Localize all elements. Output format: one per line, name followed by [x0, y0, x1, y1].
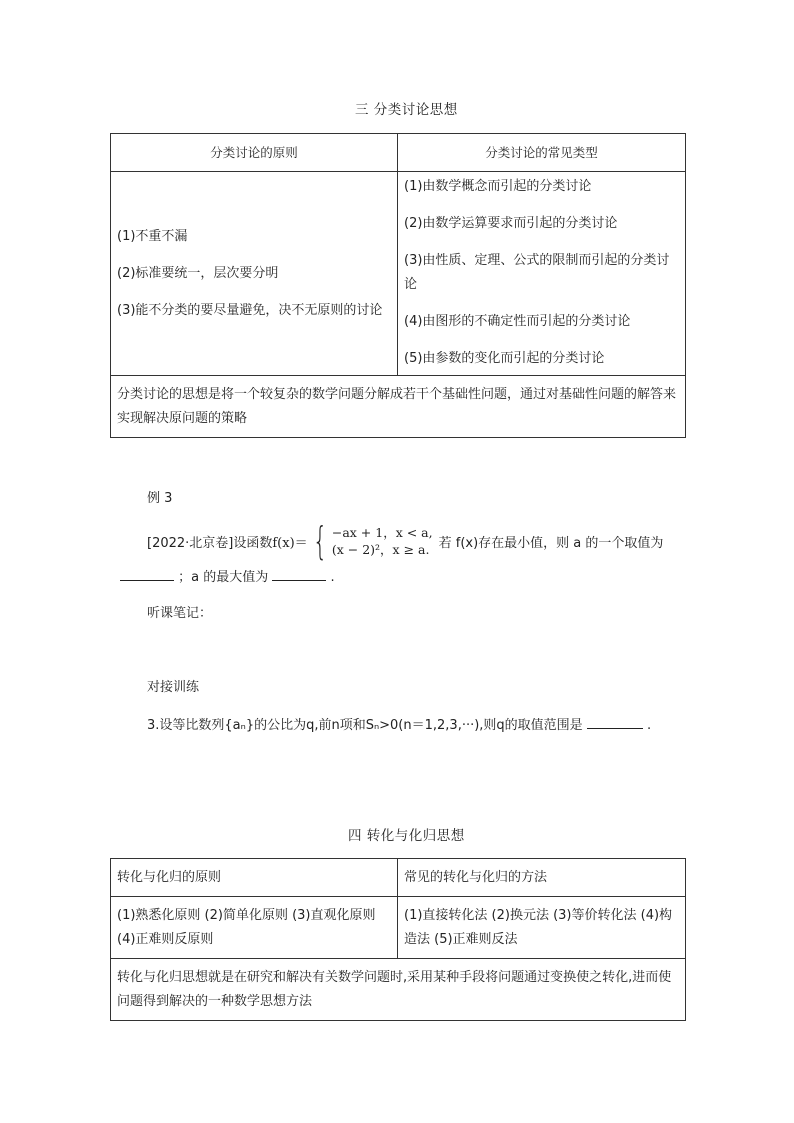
practice-problem-line — [147, 714, 651, 733]
section3-table — [110, 133, 686, 438]
example-source: [2022·北京卷]设函数 — [147, 535, 273, 551]
section3-col2-header: 分类讨论的常见类型 — [398, 134, 686, 172]
brace-icon: { — [312, 519, 328, 563]
type-item: (3)由性质、定理、公式的限制而引起的分类讨论 — [404, 253, 670, 292]
section3-principles-cell — [111, 172, 398, 376]
example-func: f(x)＝ — [272, 535, 308, 551]
principle-item: (3)能不分类的要尽量避免，决不无原则的讨论 — [117, 302, 383, 318]
practice-problem: 3.设等比数列{aₙ}的公比为q,前n项和Sₙ>0(n＝1,2,3,···),则q的取值范围是 — [147, 718, 583, 733]
piece-line-1: −ax + 1，x < a, — [331, 525, 433, 540]
section4-principles: (1)熟悉化原则 (2)简单化原则 (3)直观化原则 (4)正难则反原则 — [111, 897, 398, 959]
section3-title: 三 分类讨论思想 — [355, 102, 458, 118]
example-part2: ；a 的最大值为 — [178, 570, 269, 585]
section4-col1-header: 转化与化归的原则 — [111, 859, 398, 897]
section4-summary: 转化与化归思想就是在研究和解决有关数学问题时,采用某种手段将问题通过变换使之转化,进而使问题得到解决的一种数学思想方法 — [111, 959, 686, 1021]
example-condition: 若 f(x)存在最小值，则 a 的一个取值为 — [438, 535, 664, 551]
section3-summary: 分类讨论的思想是将一个较复杂的数学问题分解成若干个基础性问题，通过对基础性问题的解答来实现解决原问题的策略 — [111, 376, 686, 438]
practice-answer-blank[interactable] — [587, 714, 643, 729]
type-item: (2)由数学运算要求而引起的分类讨论 — [404, 216, 618, 231]
example-problem — [147, 521, 663, 561]
type-item: (5)由参数的变化而引起的分类讨论 — [404, 351, 605, 366]
example-label: 例 3 — [147, 491, 173, 506]
answer-blank-1[interactable] — [120, 566, 174, 581]
piece-line-2: (x − 2)²，x ≥ a. — [331, 542, 430, 557]
section3-types-cell — [398, 172, 686, 376]
section4-methods: (1)直接转化法 (2)换元法 (3)等价转化法 (4)构造法 (5)正难则反法 — [398, 897, 686, 959]
example-answer-line — [120, 566, 335, 585]
example-end: . — [330, 570, 335, 585]
section4-col2-header: 常见的转化与化归的方法 — [398, 859, 686, 897]
practice-end: . — [646, 718, 652, 733]
notes-label: 听课笔记： — [147, 606, 213, 621]
practice-label: 对接训练 — [147, 680, 200, 695]
principle-item: (1)不重不漏 — [117, 228, 188, 244]
section4-table — [110, 858, 686, 1021]
principle-item: (2)标准要统一，层次要分明 — [117, 265, 279, 281]
type-item: (1)由数学概念而引起的分类讨论 — [404, 179, 592, 194]
piecewise-definition — [332, 524, 433, 558]
section4-title: 四 转化与化归思想 — [348, 828, 465, 844]
answer-blank-2[interactable] — [272, 566, 326, 581]
section3-col1-header: 分类讨论的原则 — [111, 134, 398, 172]
type-item: (4)由图形的不确定性而引起的分类讨论 — [404, 314, 631, 329]
